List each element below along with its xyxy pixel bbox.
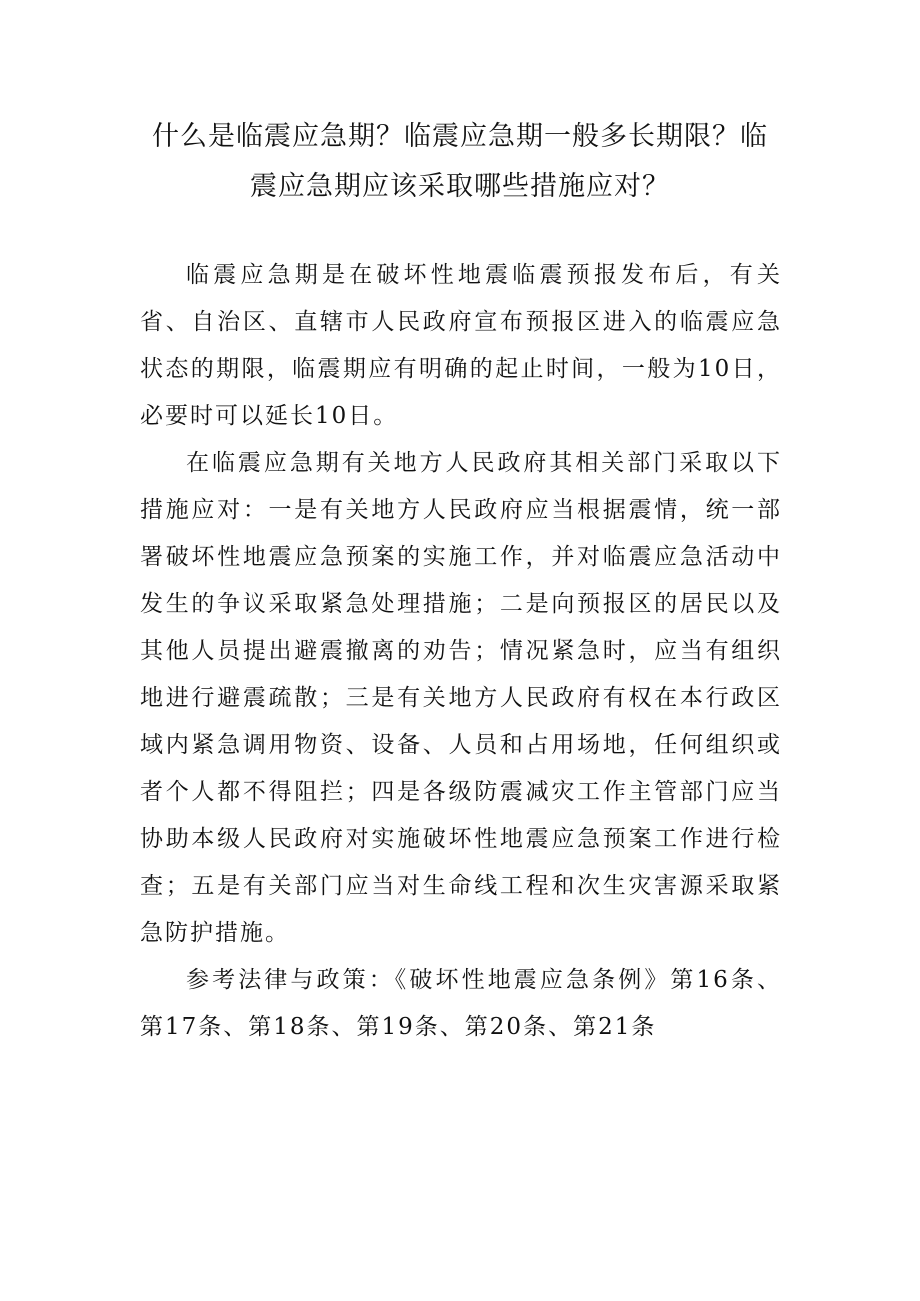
document-title: 什么是临震应急期？临震应急期一般多长期限？临震应急期应该采取哪些措施应对？: [152, 121, 768, 202]
paragraph-measures: 在临震应急期有关地方人民政府其相关部门采取以下措施应对：一是有关地方人民政府应当根据震情，统一部署破坏性地震应急预案的实施工作，并对临震应急活动中发生的争议采取紧急处理措施；二是向预报区的居民以及其他人员提出避震撤离的劝告；情况紧急时，应当有组织地进行避震疏散；三是有关地方人民政府有权在本行政区域内紧急调用物资、设备、人员和占用场地，任何组织或者个人都不得阻拦；四是各级防震减灾工作主管部门应当协助本级人民政府对实施破坏性地震应急预案工作进行检查；五是有关部门应当对生命线工程和次生灾害源采取紧急防护措施。: [140, 450, 782, 946]
paragraph-legal-reference: 参考法律与政策：《破坏性地震应急条例》第16条、第17条、第18条、第19条、第20条、第21条: [140, 967, 782, 1040]
paragraph-definition: 临震应急期是在破坏性地震临震预报发布后，有关省、自治区、直辖市人民政府宣布预报区进入的临震应急状态的期限，临震期应有明确的起止时间，一般为10日，必要时可以延长10日。: [140, 262, 782, 429]
document-body: [140, 252, 782, 1051]
